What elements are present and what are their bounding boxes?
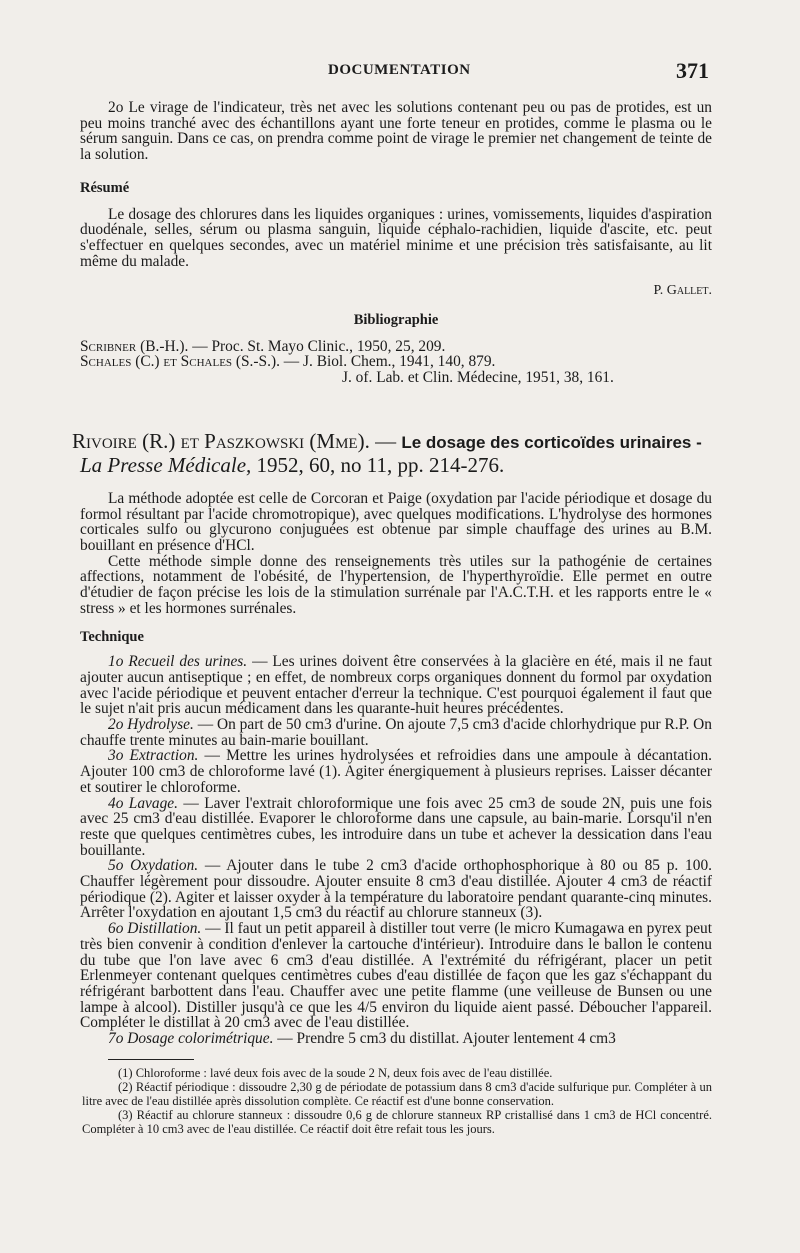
step-2-label: 2o Hydrolyse. — [108, 715, 194, 733]
footnotes — [82, 1066, 712, 1136]
reference-1-author: Scribner (B.-H.). — [80, 337, 189, 355]
reference-2-source: — J. Biol. Chem., 1941, 140, 879. — [279, 353, 496, 371]
intro-paragraph-2: Cette méthode simple donne des renseignements très utiles sur la pathogénie de certaines affections, notamment de l'obésité, de l'hypertension, de l'hyperthyroïdie. Elle permet en outre d'étudier de façon précise les lois de la stimulation surrénale par l'A.C.T.H. et les rapports entre le « stress » et les hormones surrénales. — [80, 552, 712, 617]
step-5 — [80, 858, 712, 921]
reference-2-author: Schales (C.) et Schales (S.-S.). — [80, 353, 280, 371]
reference-2 — [80, 354, 712, 370]
reference-1-source: — Proc. St. Mayo Clinic., 1950, 25, 209. — [188, 337, 446, 355]
step-2 — [80, 717, 712, 748]
footnote-divider — [108, 1059, 194, 1060]
intro-paragraph-1: La méthode adoptée est celle de Corcoran et Paige (oxydation par l'acide périodique et dosage du formol résultant par l'acide chromotropique), avec quelques modifications. L'hydrolyse des hormones corticales sulfo ou glycurono conjuguées est obtenue par simple chauffage des urines au B.M. bouillant en présence d'HCl. — [80, 489, 712, 554]
step-3-label: 3o Extraction. — [108, 747, 199, 765]
article-heading — [72, 428, 712, 477]
article-authors: Rivoire (R.) et Paszkowski (Mme). — [72, 428, 370, 453]
article-journal: La Presse Médicale, — [80, 452, 252, 477]
step-5-text: — Ajouter dans le tube 2 cm3 d'acide orthophosphorique à 80 ou 85 p. 100. Chauffer légèrement pour dissoudre. Ajouter ensuite 8 cm3 d'eau distillée. Ajouter 4 cm3 de réactif périodique (2). Agiter et laisser oxyder à la température du laboratoire pendant quarante-cinq minutes. Arrêter l'oxydation en ajoutant 1,5 cm3 du réactif au chlorure stanneux (3). — [80, 857, 712, 922]
step-3-text: — Mettre les urines hydrolysées et refroidies dans une ampoule à décantation. Ajouter 100 cm3 de chloroforme lavé (1). Agiter énergiquement à plusieurs reprises. Laisser décanter et soutirer le chloroforme. — [80, 747, 712, 796]
step-6-text: — Il faut un petit appareil à distiller tout verre (le micro Kumagawa en pyrex peut très bien convenir à condition d'enlever la cartouche d'intérieur). Introduire dans le ballon le contenu du tube que l'on lave avec 6 cm3 d'eau distillée. A l'extrémité du réfrigérant, placer un petit Erlenmeyer contenant quelques centimètres cubes d'eau distillée de façon que les gaz s'échappant du réfrigérant barbottent dans l'eau. Chauffer avec une petite flamme (une veilleuse de Bunsen ou une lampe à alcool). Distiller jusqu'à ce que les 4/5 environ du liquide aient passé. Déboucher l'appareil. Compléter le distillat à 20 cm3 avec de l'eau distillée. — [80, 920, 712, 1032]
article-dash: — — [369, 428, 402, 453]
resume-heading: Résumé — [80, 179, 130, 196]
step-6-label: 6o Distillation. — [108, 920, 202, 938]
article-title: Le dosage des corticoïdes urinaires - — [401, 432, 702, 452]
reference-1 — [80, 339, 712, 355]
step-7-label: 7o Dosage colorimétrique. — [108, 1030, 274, 1048]
running-title: DOCUMENTATION — [328, 62, 471, 78]
footnote-1: (1) Chloroforme : lavé deux fois avec de la soude 2 N, deux fois avec de l'eau distillée. — [118, 1066, 553, 1080]
step-3 — [80, 748, 712, 795]
page-header — [0, 58, 800, 88]
step-4 — [80, 796, 712, 859]
page-number: 371 — [676, 58, 709, 83]
step-7 — [80, 1031, 712, 1047]
step-4-text: — Laver l'extrait chloroformique une fois avec 25 cm3 de soude 2N, puis une fois avec 25 cm3 d'eau distillée. Evaporer le chloroforme dans une capsule, au bain-marie. Lorsqu'il n'en reste que quelques centimètres cubes, les introduire dans un tube et achever la dessication dans l'eau bouillante. — [80, 794, 712, 859]
footnote-2: (2) Réactif périodique : dissoudre 2,30 g de périodate de potassium dans 8 cm3 d'acide sulfurique pur. Compléter à un litre avec de l'eau distillée après dissolution complète. Ce réactif est d'une bonne conservation. — [82, 1080, 712, 1108]
signature: P. Gallet. — [653, 283, 712, 299]
page-body — [72, 99, 712, 1048]
article-citation: 1952, 60, no 11, pp. 214-276. — [251, 452, 505, 477]
step-7-text: — Prendre 5 cm3 du distillat. Ajouter lentement 4 cm3 — [273, 1030, 616, 1048]
bibliography-heading: Bibliographie — [353, 312, 439, 329]
step-5-label: 5o Oxydation. — [108, 857, 199, 875]
step-2-text: — On part de 50 cm3 d'urine. On ajoute 7,5 cm3 d'acide chlorhydrique pur R.P. On chauffe trente minutes au bain-marie bouillant. — [80, 715, 712, 749]
step-4-label: 4o Lavage. — [108, 794, 178, 812]
step-1-text: — Les urines doivent être conservées à la glacière en été, mais il ne faut ajouter aucun antiseptique ; en effet, de nombreux corps organiques donnent du formol par oxydation avec l'acide périodique et peuvent entacher d'erreur la technique. C'est pourquoi également il faut que le sujet n'ait pris aucun médicament dans les quarante-huit heures précédentes. — [80, 653, 712, 718]
technique-heading: Technique — [80, 629, 144, 646]
reference-3: J. of. Lab. et Clin. Médecine, 1951, 38, 161. — [342, 369, 614, 387]
step-1 — [80, 654, 712, 717]
paragraph-virage: 2o Le virage de l'indicateur, très net avec les solutions contenant peu ou pas de protides, est un peu moins tranché avec des échantillons ayant une forte teneur en protides, comme le plasma ou le sérum sanguin. Dans ce cas, on prendra comme point de virage le premier net changement de teinte de la solution. — [80, 99, 712, 164]
footnote-3: (3) Réactif au chlorure stanneux : dissoudre 0,6 g de chlorure stanneux RP cristallisé dans 1 cm3 de HCl concentré. Compléter à 10 cm3 avec de l'eau distillée. Ce réactif doit être refait tous les jours. — [82, 1108, 712, 1136]
step-1-label: 1o Recueil des urines. — [108, 653, 248, 671]
resume-text: Le dosage des chlorures dans les liquides organiques : urines, vomissements, liquides d'aspiration duodénale, selles, sérum ou plasma sanguin, liquide céphalo-rachidien, liquide d'ascite, etc. peut s'effectuer en quelques secondes, avec un matériel minime et une précision très satisfaisante, au lit même du malade. — [80, 205, 712, 270]
step-6 — [80, 921, 712, 1031]
